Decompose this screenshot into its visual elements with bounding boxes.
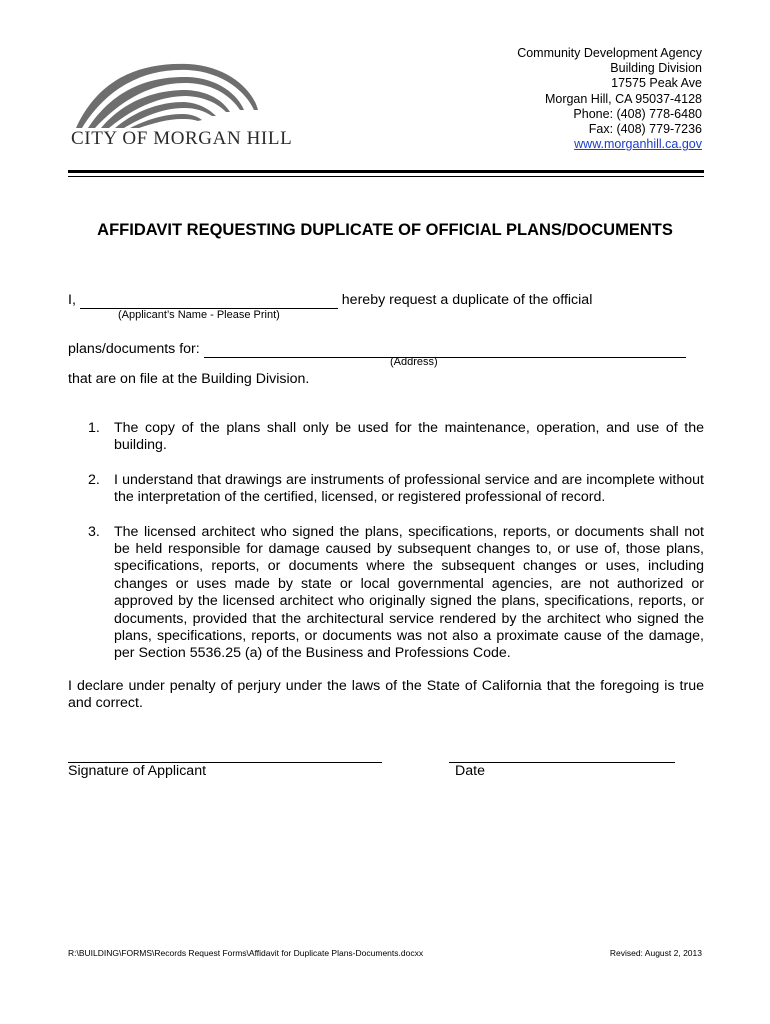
agency-phone: Phone: (408) 778-6480	[573, 106, 702, 121]
agency-line: Morgan Hill, CA 95037-4128	[544, 91, 702, 106]
address-caption: (Address)	[390, 356, 438, 368]
address-line	[68, 341, 686, 358]
agency-address-block	[517, 46, 702, 152]
agency-fax: Fax: (408) 779-7236	[588, 122, 702, 137]
agency-line: Community Development Agency	[517, 46, 702, 60]
date-label: Date	[455, 763, 485, 779]
clause-text: I understand that drawings are instruments of professional service and are incomplete without the interpretation of the certified, licensed, or registered professional of record.	[114, 471, 704, 506]
address-field[interactable]	[204, 341, 686, 358]
clause-number: 3.	[88, 523, 100, 540]
declaration-text: I declare under penalty of perjury under the laws of the State of California that the foregoing is true and correct.	[68, 678, 704, 712]
clause-item	[68, 472, 704, 507]
on-file-text: that are on file at the Building Division.	[68, 371, 310, 387]
signature-label: Signature of Applicant	[68, 763, 207, 779]
clause-text: The copy of the plans shall only be used for the maintenance, operation, and use of the building.	[114, 420, 704, 454]
docs-label: plans/documents for:	[68, 341, 200, 357]
applicant-line	[68, 292, 592, 309]
footer-revised-date: Revised: August 2, 2013	[609, 948, 702, 958]
clause-number: 2.	[88, 471, 100, 488]
applicant-name-field[interactable]	[80, 292, 338, 309]
agency-line: Building Division	[610, 61, 702, 76]
header-rule-thick	[68, 170, 704, 173]
city-name: CITY OF MORGAN HILL	[71, 128, 293, 149]
clause-item	[68, 524, 704, 663]
website-link[interactable]: www.morganhill.ca.gov	[574, 137, 702, 152]
agency-line: 17575 Peak Ave	[611, 76, 702, 91]
applicant-suffix: hereby request a duplicate of the official	[341, 292, 593, 308]
clause-list	[68, 420, 704, 680]
clause-text: The licensed architect who signed the plans, specifications, reports, or documents shall not be held responsible for damage caused by subsequent changes to, or use of, those plans, specifications, reports, or documents where the subsequent changes or uses, including changes or uses made by state or local governmental agencies, are not authorized or approved by the licensed architect who originally signed the plans, specifications, reports, or documents, provided that the architectural service rendered by the architect who signed the plans, specifications, reports, or documents was not also a proximate cause of the damage, per Section 5536.25 (a) of the Business and Professions Code.	[114, 523, 704, 662]
clause-item	[68, 420, 704, 455]
applicant-prefix: I,	[68, 292, 76, 308]
document-title: AFFIDAVIT REQUESTING DUPLICATE OF OFFICIAL PLANS/DOCUMENTS	[97, 221, 673, 239]
footer-file-path: R:\BUILDING\FORMS\Records Request Forms\Affidavit for Duplicate Plans-Documents.docxx	[68, 948, 424, 958]
header-rule-thin	[68, 176, 704, 177]
clause-number: 1.	[88, 420, 100, 436]
applicant-name-caption: (Applicant’s Name - Please Print)	[118, 309, 280, 321]
